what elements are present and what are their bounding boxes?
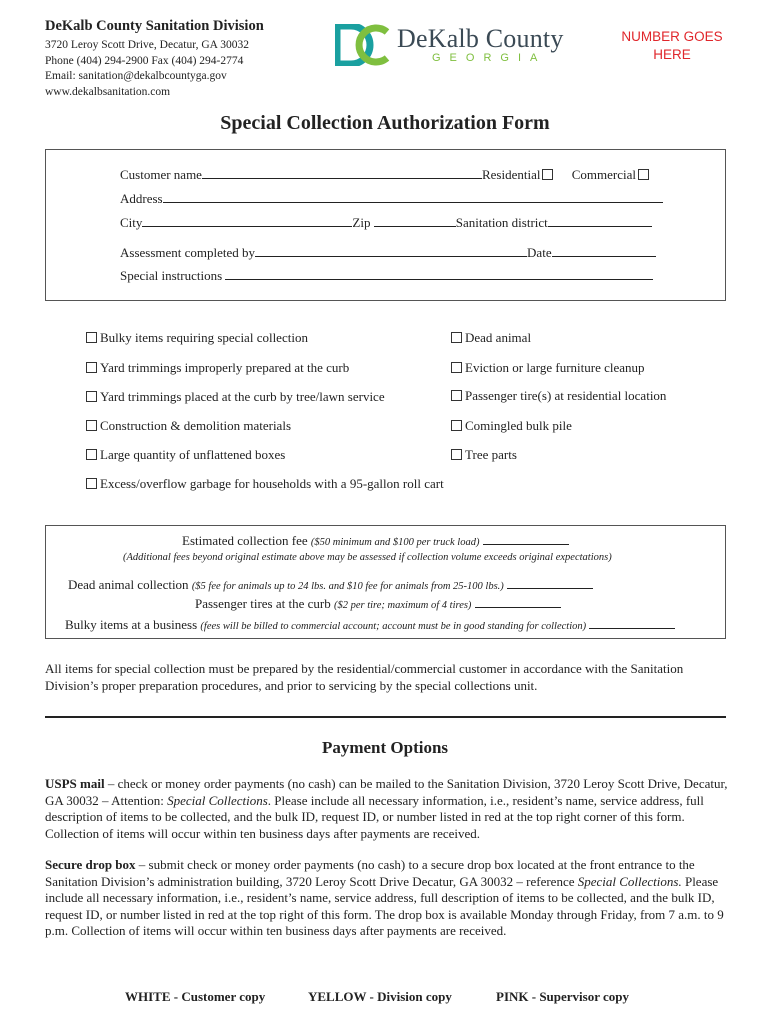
tires-fee-label: Passenger tires at the curb: [195, 596, 331, 611]
bulky-fee-note: (fees will be billed to commercial account; account must be in good standing for collection): [200, 621, 587, 632]
instructions-field[interactable]: [225, 267, 653, 280]
dead-animal-fee-label: Dead animal collection: [68, 577, 189, 592]
option-label: Construction & demolition materials: [100, 418, 292, 433]
tires-fee-note: ($2 per tire; maximum of 4 tires): [333, 600, 472, 611]
address-label: Address: [120, 191, 163, 206]
checkbox[interactable]: [86, 420, 97, 431]
option-construction[interactable]: [84, 418, 291, 434]
checkbox[interactable]: [451, 420, 462, 431]
checkbox[interactable]: [451, 332, 462, 343]
address-row: [120, 190, 663, 207]
residential-checkbox[interactable]: [542, 169, 553, 180]
org-address: 3720 Leroy Scott Drive, Decatur, GA 30032: [45, 39, 249, 51]
section-divider: [45, 716, 726, 718]
drop-box-text: – submit check or money order payments (no cash) to a secure drop box located at the front entrance to the Sanitation Division’s administration building, 3720 Leroy Scott Drive Decatur, GA 30032 – reference: [45, 857, 695, 889]
yellow-copy-label: YELLOW - Division copy: [308, 989, 452, 1004]
dead-animal-fee-row: [68, 576, 593, 593]
tires-fee-field[interactable]: [475, 595, 561, 608]
option-excess-garbage[interactable]: [84, 476, 444, 492]
option-label: Tree parts: [465, 447, 517, 462]
option-dead-animal[interactable]: [449, 330, 531, 346]
usps-paragraph: [45, 776, 735, 842]
residential-label: Residential: [481, 167, 541, 182]
instructions-label: Special instructions: [120, 268, 223, 283]
pink-copy-label: PINK - Supervisor copy: [496, 989, 630, 1004]
option-label: Excess/overflow garbage for households with a 95-gallon roll cart: [100, 476, 444, 491]
additional-fees-note: (Additional fees beyond original estimate above may be assessed if collection volume exceeds original expectations): [123, 552, 612, 563]
option-label: Passenger tire(s) at residential location: [465, 388, 667, 403]
checkbox[interactable]: [86, 478, 97, 489]
number-line-2: HERE: [653, 47, 691, 62]
form-title: Special Collection Authorization Form: [220, 112, 550, 134]
option-label: Bulky items requiring special collection: [100, 330, 308, 345]
option-label: Comingled bulk pile: [465, 418, 572, 433]
white-copy-label: WHITE - Customer copy: [125, 989, 266, 1004]
option-label: Yard trimmings placed at the curb by tree/lawn service: [100, 389, 385, 404]
payment-options-title: Payment Options: [321, 738, 449, 757]
date-label: Date: [527, 245, 552, 260]
estimated-fee-note: ($50 minimum and $100 per truck load): [310, 537, 480, 548]
checkbox[interactable]: [86, 449, 97, 460]
number-placeholder: [612, 28, 732, 64]
zip-label: Zip: [352, 215, 371, 230]
assessment-label: Assessment completed by: [120, 245, 256, 260]
number-line-1: NUMBER GOES: [621, 29, 723, 44]
checkbox[interactable]: [451, 449, 462, 460]
option-boxes[interactable]: [84, 447, 285, 463]
district-label: Sanitation district: [455, 215, 548, 230]
estimated-fee-label: Estimated collection fee: [182, 533, 308, 548]
drop-box-text-2: Please include all necessary information, i.e., resident’s name, service address, full description of items to be collected, and the bulk ID, request ID, or number listed in red at the top right of this form. The drop box is available Monday through Friday, from 7 a.m. to 9 p.m. Collection of items will occur within ten business days after payments are received.: [45, 873, 724, 938]
option-passenger-tires[interactable]: [449, 388, 666, 404]
option-label: Yard trimmings improperly prepared at the curb: [100, 360, 350, 375]
tires-fee-row: [195, 595, 561, 612]
zip-field[interactable]: [374, 214, 456, 227]
checkbox[interactable]: [86, 391, 97, 402]
usps-text-2: . Please include all necessary information, i.e., resident’s name, service address, full description of items to be collected, and the bulk ID, request ID, or number listed in red at the top right corner of this form. Collection of items will occur within ten business days after payments are received.: [45, 792, 704, 841]
district-field[interactable]: [548, 214, 652, 227]
option-label: Large quantity of unflattened boxes: [100, 447, 286, 462]
option-eviction[interactable]: [449, 360, 645, 376]
dead-animal-fee-field[interactable]: [507, 576, 593, 589]
bulky-fee-label: Bulky items at a business: [65, 617, 198, 632]
option-yard-improper[interactable]: [84, 360, 349, 376]
option-label: Eviction or large furniture cleanup: [465, 360, 645, 375]
checkbox[interactable]: [451, 390, 462, 401]
logo-wordmark: DeKalb County: [397, 24, 564, 53]
usps-text: – check or money order payments (no cash) can be mailed to the Sanitation Division, 3720 Leroy Scott Drive, Decatur, GA 30032 – Attention:: [45, 776, 728, 808]
city-field[interactable]: [142, 214, 352, 227]
commercial-checkbox[interactable]: [638, 169, 649, 180]
customer-name-field[interactable]: [202, 166, 482, 179]
option-yard-service[interactable]: [84, 389, 385, 405]
preparation-paragraph: All items for special collection must be prepared by the residential/commercial customer in accordance with the Sanitation Division’s proper preparation procedures, and prior to servicing by the special collections unit.: [45, 661, 684, 693]
usps-label: USPS mail: [45, 776, 105, 791]
assessment-field[interactable]: [255, 244, 527, 257]
drop-box-paragraph: [45, 857, 735, 940]
instructions-row: [120, 267, 653, 284]
city-label: City: [120, 215, 143, 230]
org-website: www.dekalbsanitation.com: [45, 86, 171, 98]
organization-name: DeKalb County Sanitation Division: [45, 18, 264, 34]
dekalb-logo-icon: [335, 24, 391, 66]
bulky-fee-row: [65, 616, 675, 633]
option-comingled[interactable]: [449, 418, 572, 434]
checkbox[interactable]: [451, 362, 462, 373]
option-label: Dead animal: [465, 330, 532, 345]
org-email: Email: sanitation@dekalbcountyga.gov: [45, 70, 227, 82]
city-row: [120, 214, 652, 231]
option-bulky-items[interactable]: [84, 330, 308, 346]
assessment-row: [120, 244, 656, 261]
date-field[interactable]: [552, 244, 656, 257]
bulky-fee-field[interactable]: [589, 616, 675, 629]
drop-box-label: Secure drop box: [45, 857, 136, 872]
address-field[interactable]: [163, 190, 663, 203]
checkbox[interactable]: [86, 362, 97, 373]
dead-animal-fee-note: ($5 fee for animals up to 24 lbs. and $10 fee for animals from 25-100 lbs.): [191, 581, 504, 592]
option-tree-parts[interactable]: [449, 447, 517, 463]
org-phone: Phone (404) 294-2900 Fax (404) 294-2774: [45, 55, 244, 67]
customer-name-row: [120, 166, 652, 183]
estimated-fee-row: [182, 532, 569, 549]
drop-box-italic: Special Collections.: [577, 873, 682, 889]
usps-italic: Special Collections: [167, 792, 268, 808]
customer-name-label: Customer name: [120, 167, 202, 182]
logo-georgia: GEORGIA: [432, 52, 547, 64]
commercial-label: Commercial: [571, 167, 636, 182]
checkbox[interactable]: [86, 332, 97, 343]
estimated-fee-field[interactable]: [483, 532, 569, 545]
